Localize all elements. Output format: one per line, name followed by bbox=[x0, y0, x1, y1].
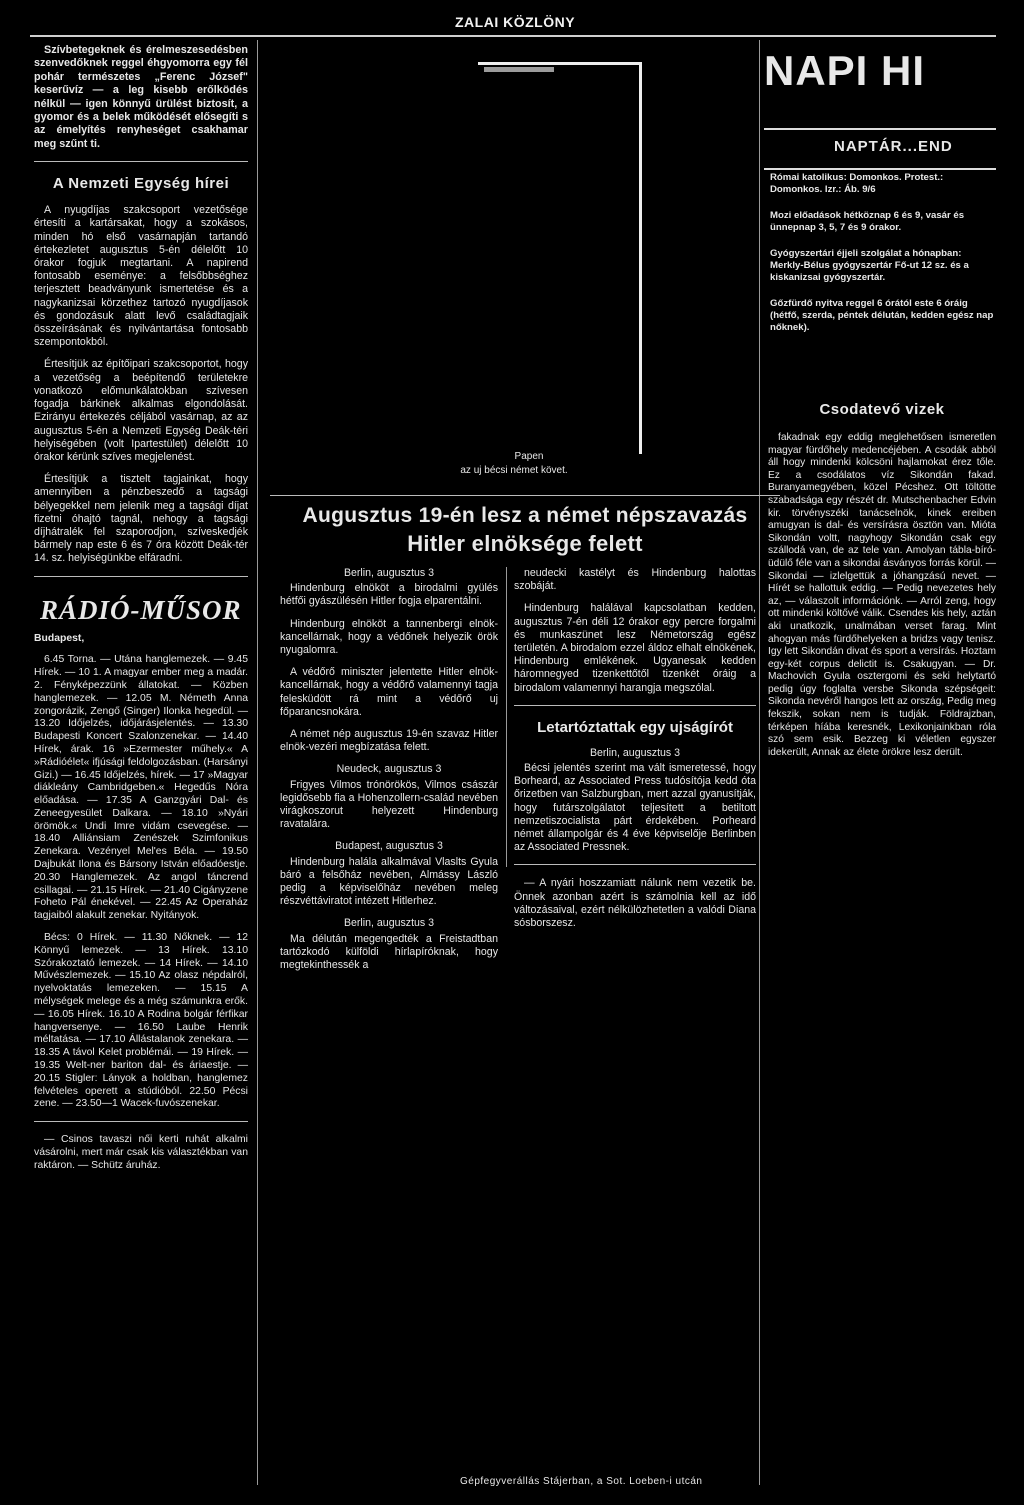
separator bbox=[34, 161, 248, 162]
calendar-band-text: NAPTÁR...END bbox=[834, 138, 953, 155]
napi-hirek-box bbox=[764, 40, 996, 392]
radio-budapest-schedule: 6.45 Torna. — Utána hanglemezek. — 9.45 Hírek. — 10 1. A magyar ember meg a madár. 2. Fényképezzünk állatokat. — Közben hanglemezek. — 12.05 M. Németh Anna zongorázik, Zengő (Singer) Ilonka hegedül. — 13.20 Időjelzés, időjárásjelentés. — 13.30 Budapesti Koncert Szalonzenekar. — 14.40 Hírek, árak. 16 »Ezermester műhely.« A »Rádióélet« ifjúsági feldolgozásban. (Harsányi Gizi.) — 16.45 Időjelzés, hírek. — 17 »Magyar diákleány Cambridgeben.« Hegedűs Nóra előadása. — 17.35 A Ganzgyári Dal- és Zeneegyesület Dalkara. — 18.10 »Nyári örömök.« Undi Imre vidám csevegése. — 18.40 Alliánsiam Zenészek Szimfonikus Zenekara. Vezényel Mel'es Béla. — 19.50 Dajbukát Ilona és Bársony István előadóestje. 20.30 Hanglemezek. Az angol táncrend csillagai. — 21.15 Hírek. — 21.40 Cigányzene Foheto Pál énekével. — 22.45 Az Operaház tagjaiból alakult zenekar. Nyitányok. bbox=[34, 654, 248, 922]
newspaper-title: ZALAI KÖZLÖNY bbox=[455, 14, 576, 30]
header-rule bbox=[30, 35, 996, 37]
epitoipari-notice: Értesítjük az építőipari szakcsoportot, hogy a vezetőség a beépítendő területekre vonatkozó előmunkálatokban szívesen fogadja bárkinek alkalmas elgondolását. Ezirányu értekezés céljából vasárnap, az az augusztus 5-én a Nemzeti Egység Deák-téri helyiségében (volt Ipartestület) délelőtt 10 órakor kérünk szíves megjelenést. bbox=[34, 358, 248, 463]
dateline: Berlin, augusztus 3 bbox=[589, 746, 681, 759]
keseruviz-ad: Szívbetegeknek és érelmeszesedésben szenvedőknek reggel éhgyomorra egy fél pohár természetes „Ferenc József" keserűvíz — a leg kisebb erőlködés nélkül — igen könnyű ürülést biztosít, a gyomor és a belek működését elősegíti s az émelyítés renyheséget csakhamar meg szűnt ti. bbox=[34, 44, 248, 150]
napi-hirek-title: NAPI HI bbox=[764, 47, 926, 94]
column-divider-2 bbox=[759, 40, 760, 1485]
photo-artifact bbox=[484, 67, 554, 72]
photo-caption bbox=[420, 450, 608, 478]
separator bbox=[34, 1121, 248, 1122]
napi-hirek-rows bbox=[770, 172, 996, 348]
bath-hours: Gőzfürdő nyitva reggel 6 órától este 6 óráig (hétfő, szerda, péntek délután, kedden egész nap nőknek). bbox=[770, 298, 994, 333]
article-paragraph: Ma délután megengedték a Freistadtban tartózkodó külföldi hírlapíróknak, hogy megtekinthessék a bbox=[280, 932, 498, 972]
article-paragraph: Frigyes Vilmos trónörökös, Vilmos császár legidősebb fia a Hohenzollern-család nevében virágkoszorut helyezett Hindenburg ravatalára. bbox=[280, 778, 498, 831]
cinema-times: Mozi előadások hétköznap 6 és 9, vasár és ünnepnap 3, 5, 7 és 9 órakor. bbox=[770, 210, 965, 233]
main-headline-line-2: Hitler elnöksége felett bbox=[407, 531, 643, 556]
headline-rule bbox=[270, 495, 780, 496]
article-column-1 bbox=[280, 567, 498, 981]
dateline: Berlin, augusztus 3 bbox=[343, 567, 435, 579]
photo-footer-caption: Gépfegyverállás Stájerban, a Sot. Loeben-i utcán bbox=[460, 1476, 703, 1487]
caption-name: Papen bbox=[514, 451, 544, 462]
separator bbox=[34, 576, 248, 577]
article-paragraph: A védőrő miniszter jelentette Hitler elnök-kancellárnak, hogy a védőrő valamennyi tagja felesküdött rá mint a védőrő uj főparancsnokára. bbox=[280, 666, 498, 718]
tagsagi-notice: Értesítjük a tisztelt tagjainkat, hogy amennyiben a pénzbeszedő a tagsági bélyegekkel nem jelenik meg a tagsági díjat fizetni óhajtó tagnál, nehogy a tagsági díjhátralék fel szaporodjon, szíveskedjék bármely nap este 6 és 7 óra között Deák-tér 14. sz. helyiségünkbe elfáradni. bbox=[34, 473, 248, 565]
diana-ad: — A nyári hoszzamiatt nálunk nem vezetik be. Önnek azonban azért is számolnia kell az idő változásaival, ezért nélkülözhetetlen a valódi Diana sósborszesz. bbox=[514, 877, 756, 930]
article-paragraph: Hindenburg halála alkalmával Vlaslts Gyula báró a felsőház nevében, Almássy László pedig a képviselőház nevében meleg részvéttáviratot intézett Hitlerhez. bbox=[280, 855, 498, 908]
dateline: Neudeck, augusztus 3 bbox=[336, 763, 442, 776]
radio-program-title: RÁDIÓ-MŰSOR bbox=[40, 594, 242, 625]
main-headline bbox=[270, 502, 780, 558]
csodatevo-body: fakadnak egy eddig meglehetősen ismeretlen magyar fürdőhely medencéjében. A csodák abból áll hogy mindenki kölcsöni hajlamokat érez tőle. Ez a csodálatos víz Sikondán fakad. Buranyamegyében, közel Pécshez. Ott töltötte szabadsága egy részét dr. Mutschenbacher Edvin kir. törvényszéki tanácselnök, kinek ereiben amugyan is dal- és versírásra ösztön van. Mióta Sikondán voltt, nagyhogy Sikondán csak egy szállodá van, de az tele van. Amolyan tábla-bíró-üdülő féle van a sikondai ásványos forrás körül. — Sikondai — izlelgettük a jóhangzású nevet. — Hírét se hallottuk eddig. — Pedig nevezetes hely az, — válaszolt információnk. — Arról zeng, hogy ott mindenki költővé válik. Csendes kis hely, aztán aki unatkozik, unalmában verset farag. Mint ahogyan más fürdőhelyeken a bridzs vagy tenisz. Igy lett Sikondán divat és sport a versírás. Hoztam egy-két corpus delictit is. Csakugyan. — Dr. Machovich Gyula osztergomi és seki helytartó pedig úgy foglalta versbe Sikonda szépségeit: Sikonda nevéről hangos lett az ország, Pedig meg fekszik, sokan nem is tudják. Földrajzban, térképen híába keresnék, Lexikonjainkban róla szó sem esik. Bezzeg ki véletlen egyszer idekerült, Annak az élete örökre lesz derült. bbox=[768, 432, 996, 758]
column-divider-1 bbox=[257, 40, 258, 1485]
page-header bbox=[0, 0, 1024, 40]
radio-becs-schedule: Bécs: 0 Hírek. — 11.30 Nőknek. — 12 Könnyű lemezek. — 13 Hírek. 13.10 Szórakoztató lemezek. — 14 Hírek. — 14.10 Művészlemezek. — 15.10 Az olasz népdalról, nyelvoktatás lemezeken. — 15.15 A mélységek melege és a még számunkra erők. — 16.05 Hírek. 16.10 A Rodina bolgár férfikar hangversenye. — 16.50 Laube Henrik méltatása. — 17.10 Állástalanok zenekara. — 18.35 A távol Kelet problémái. — 19 Hírek. — 19.35 Welt-ner bariton dal- és áriaestje. — 20.15 Stigler: Lányok a holdban, hanglemez felvételes operett a stúdióból. 22.50 Pécsi zene. — 23.50—1 Wacek-fuvószenekar. bbox=[34, 932, 248, 1110]
csodatevo-headline: Csodatevő vizek bbox=[819, 401, 945, 418]
radio-city: Budapest, bbox=[34, 632, 85, 644]
nemzeti-egyseg-headline: A Nemzeti Egység hírei bbox=[52, 175, 230, 193]
schutz-ad: — Csinos tavaszi női kerti ruhát alkalmi vásárolni, mert már csak kis választékban van raktáron. — Schütz áruház. bbox=[34, 1134, 248, 1171]
left-column bbox=[34, 44, 248, 1182]
caption-text: az uj bécsi német követ. bbox=[460, 465, 568, 476]
article-paragraph: Hindenburg halálával kapcsolatban kedden, augusztus 7-én déli 12 órakor egy percre forgalmi és munkaszünet lesz Németország egész területén. A birodalom ezzel áldoz elhalt elnökének, Hindenburg emlékének. Ugyanesak kedden háromnegyed tizenkettőtől tizenkét óráig a birodalom valamennyi harangja megszólal. bbox=[514, 602, 756, 694]
nyugdijas-notice: A nyugdíjas szakcsoport vezetősége értesíti a kartársakat, hogy a szokásos, minden hó első vasárnapján tartandó értekezletet augusztus 5-én délelőtt 10 órakor fogjuk megtartani. A napirend fontosabb eseménye: a felsőbbséghez terjesztett beadványunk ismertetése és a nagykanizsai körzethez tartozó nyugdíjasok és gondozásuk alatt levő családtagjaik összeírásának és nyilvántartása fontosabb szempontokból. bbox=[34, 204, 248, 349]
article-column-2 bbox=[514, 567, 756, 939]
calendar-band bbox=[764, 128, 996, 170]
dateline: Berlin, augusztus 3 bbox=[343, 917, 435, 930]
pharmacy-duty: Gyógyszertári éjjeli szolgálat a hónapban: Merkly-Bélus gyógyszertár Fő-ut 12 sz. és a kiskanizsai gyógyszertár. bbox=[770, 248, 969, 283]
right-column bbox=[768, 432, 996, 761]
arrest-headline: Letartóztattak egy ujságírót bbox=[537, 718, 733, 736]
main-headline-line-1: Augusztus 19-én lesz a német népszavazás bbox=[302, 504, 748, 527]
article-paragraph: A német nép augusztus 19-én szavaz Hitler elnök-vezéri megbízatása felett. bbox=[280, 728, 498, 754]
article-paragraph: Hindenburg elnököt a tannenbergi elnök-kancellárnak, hogy a védőnek helyezik örök nyugalomra. bbox=[280, 617, 498, 657]
calendar-names: Római katolikus: Domonkos. Protest.: Domonkos. Izr.: Áb. 9/6 bbox=[770, 172, 944, 195]
separator bbox=[514, 705, 756, 706]
separator bbox=[514, 864, 756, 865]
article-paragraph: neudecki kastélyt és Hindenburg halottas szobáját. bbox=[514, 567, 756, 593]
article-paragraph: Hindenburg elnököt a birodalmi gyülés hétfői gyászülésén Hitler fogja elparentálni. bbox=[280, 582, 498, 608]
article-paragraph: Bécsi jelentés szerint ma vált ismeretessé, hogy Borheard, az Associated Press tudósítója kedd óta őrizetben van Salzburgban, mert azzal gyanusítják, hogy futárszolgálatot teljesített a betiltott nemzetiszocialista párt érdekében. Porheard német állampolgár és 4 éve képviselője Berlinben az Associated Pressnek. bbox=[514, 762, 756, 854]
column-divider-3 bbox=[506, 567, 507, 867]
papen-photo bbox=[478, 62, 642, 454]
dateline: Budapest, augusztus 3 bbox=[335, 840, 443, 853]
